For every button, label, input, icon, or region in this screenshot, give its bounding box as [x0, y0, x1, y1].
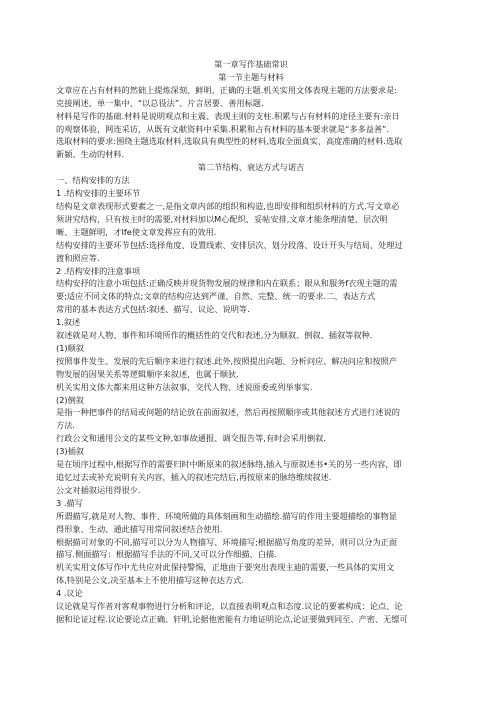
text-line: 结构安抒的注意小项包括:正确反映并现货物发展的规律和内在联系；眼从和服务f衣现主题的需: [56, 278, 398, 289]
text-line: 是在顷序过程中,根据写作的需要归时中断原来的叙述脉络,插入与原叙述书•关的另一些内容，即: [56, 459, 402, 470]
text-line: 克接阐述、单一集中、“以总役法”、片言居要、善用标题.: [56, 97, 264, 108]
paragraph-flashback: [56, 406, 446, 445]
text-line: 的观察体验，网连采访，从既有文献资料中采集.积累和占有材料的基本要求就是“多多益善”.: [56, 123, 390, 134]
text-line: 结构安排的主要环节包括:选择角度、设置线索、安排层次、划分段落、设计开头与结局、处理过: [56, 239, 403, 250]
text-line: 要;适应不同文体的特点;文章的结构应达到严谨、自然、完整、统一的要求.二、表达方式: [56, 291, 376, 302]
paragraph-1-1: [56, 200, 446, 265]
text-line: 体,特别是公文,决至基本上不使用描写这种衣达方式.: [56, 575, 244, 586]
text-line: 渡和照应等.: [56, 252, 100, 263]
paragraph-narration: [56, 329, 446, 342]
paragraph-description: [56, 510, 446, 587]
heading-chronological: (1)顺叙: [56, 342, 84, 353]
text-line: 晰、主题鲜明，才Ife使文章发挥应有的效用.: [56, 226, 217, 237]
heading-interpolation: (3)插叙: [56, 446, 84, 457]
text-line: 按照事件发生、发展的先后顺序来进行叙述.此外,按照提出向题、分析问应、解决问应和按照产: [56, 355, 397, 366]
text-line: 所谓描写,就是对人物、事件、环境所做的具体刻画和生动描绘.描写的作用主要超描绘的事物显: [56, 510, 397, 521]
text-line: 物发展的因果关系等逻辑顺序来叙述，也属于顺狄.: [56, 368, 239, 379]
text-line: 方法.: [56, 420, 75, 431]
text-line: 须讲究结构，只有按主时的需要,对材料加以M心配织、妥帖安排,文章才能条理清楚、层次明: [56, 213, 388, 224]
heading-1-1: 1 .结构安排的主要环节: [56, 188, 141, 199]
heading-1: 一、结构安排的方法: [56, 175, 130, 186]
text-line: 根据描可对象的不同,描写可以分为人物描写、环境描写;根据描写角度的差异，则可以分为正面: [56, 536, 398, 547]
paragraph-chronological: [56, 355, 446, 394]
section-1-paragraph-2: [56, 110, 446, 162]
heading-narration: 1.叙述: [56, 317, 81, 328]
text-line: 常用的基本表达方式包括:叙述、描写、议论、说明等.: [56, 304, 250, 315]
section-1-paragraph-1: [56, 84, 446, 110]
text-line: 选取材料的要求:围绕主题选取材料,选取具有典型性的材料,选取全面真实、高度准确的材料.选取: [56, 136, 403, 147]
text-line: 结构是文章表现形式要素之一,是指文章内部的组织和构造,也即安排和组织材料的方式.写文章必: [56, 200, 400, 211]
document-page: [56, 58, 446, 626]
section-2-title: 第二节结构、衰达方式与诺吉: [197, 162, 305, 173]
text-line: 得形象、生动、通此描写用常同叙述结合使用.: [56, 523, 223, 534]
text-line: 机关实用文体大都来用这种方法叙事，交代人物、述说原委或列举事实.: [56, 381, 313, 392]
paragraph-argument: [56, 600, 446, 626]
heading-1-2: 2 .结构安排的注意事项: [56, 265, 141, 276]
paragraph-interpolation: [56, 458, 446, 497]
text-line: 议论就是写作者对客观事物进行分析和评论，以直接表明观点和态度.议论的要素构成：论点、论: [56, 601, 403, 612]
text-line: 描写.侧面描写：根据描写手法的不同,又可以分作细描、白描.: [56, 549, 277, 560]
chapter-title: 第一章写作基础常识: [214, 59, 288, 69]
text-line: 追忆过去或补充说明有关内容，插入的叙述完结后,再按原来的脉络维续叙述.: [56, 472, 332, 482]
text-line: 材料是写作的基础.材料是说明观点和主震、表现主则的支柱.积累与占有材料的途径主要有:亲日: [56, 110, 400, 121]
heading-argument: 4 .议论: [56, 588, 83, 599]
text-line: 叙述就是对人物、事件和环境所作的概括性的交代和表述,分为顺叙、倒叙、插叙等叙种.: [56, 330, 373, 341]
section-1-title: 第一节主题与材料: [218, 71, 284, 82]
text-line: 新颍、生动的材料.: [56, 149, 125, 160]
paragraph-1-2: [56, 277, 446, 316]
heading-flashback: (2)倒叙: [56, 394, 84, 405]
text-line: 是指一种把事件的结局或何题的结论放在前面叙述，然后再按照顺序或其他叙述方式进行述说的: [56, 407, 400, 418]
text-line: 行政公文和通用公文的某些文种,如事故通报、调交报告等,有时会采用倒叙.: [56, 433, 326, 444]
text-line: 文章应在占有材料的然础上提炼深刻、鲜明、正确的主题.机关实用文体表现主题的方法要求是:: [56, 84, 398, 95]
text-line: 公文对插叙运用得很少.: [56, 484, 141, 495]
heading-description: 3 .描写: [56, 497, 83, 508]
text-line: 据和论证过程.议论要论点正确、轩明,论据他密能有力地证明论点,论证要做到同至、产密、无缥可: [56, 613, 408, 624]
text-line: 机关实用文体写作中尤共应对此保持警惕，正地由于要突出表现主迪的需要,一些具体的实用文: [56, 562, 395, 573]
